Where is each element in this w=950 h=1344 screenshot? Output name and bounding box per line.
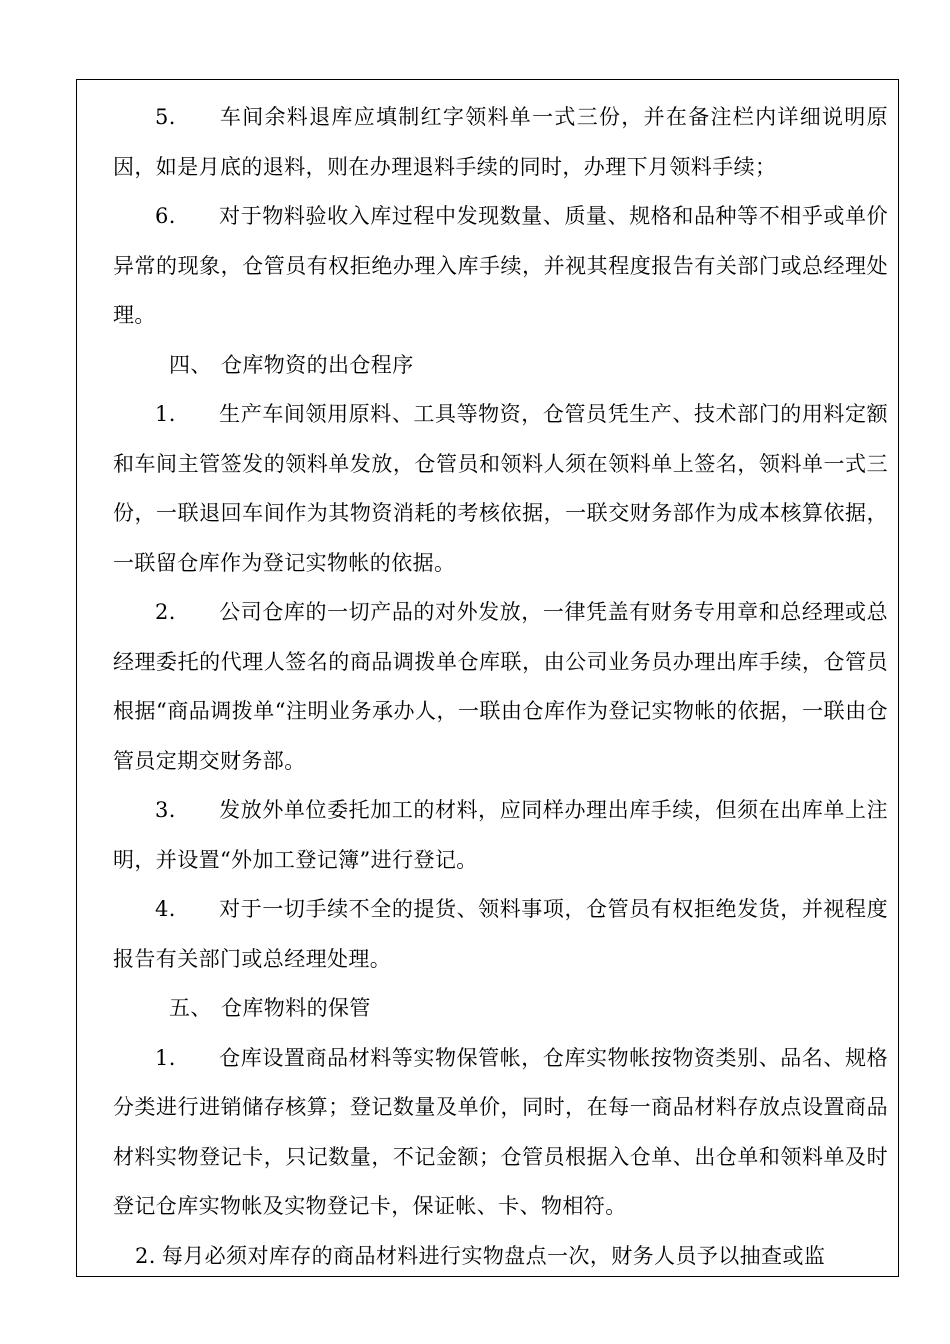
document-body xyxy=(113,93,888,1277)
item-number: 4. xyxy=(155,897,176,921)
item-number: 2. xyxy=(155,600,176,624)
outbound-item-1-paragraph xyxy=(113,390,888,588)
outbound-item-3-paragraph xyxy=(113,786,888,885)
section-heading-5 xyxy=(113,984,888,1034)
item-text: 对于一切手续不全的提货、领料事项，仓管员有权拒绝发货，并视程度报告有关部门或总经理处理。 xyxy=(113,897,888,971)
item-text: 仓库设置商品材料等实物保管帐，仓库实物帐按物资类别、品名、规格分类进行进销储存核算；登记数量及单价，同时，在每一商品材料存放点设置商品材料实物登记卡，只记数量，不记金额；仓管员根据入仓单、出仓单和领料单及时登记仓库实物帐及实物登记卡，保证帐、卡、物相符。 xyxy=(113,1045,888,1218)
item-text: 每月必须对库存的商品材料进行实物盘点一次，财务人员予以抽查或监 xyxy=(161,1243,826,1268)
item-number: 6. xyxy=(155,204,176,228)
item-number: 3. xyxy=(155,798,176,822)
item-number: 1. xyxy=(155,1045,176,1070)
item-text: 生产车间领用原料、工具等物资，仓管员凭生产、技术部门的用料定额和车间主管签发的领料单发放，仓管员和领料人须在领料单上签名，领料单一式三份，一联退回车间作为其物资消耗的考核依据，一联交财务部作为成本核算依据，一联留仓库作为登记实物帐的依据。 xyxy=(113,402,888,575)
item-text: 公司仓库的一切产品的对外发放，一律凭盖有财务专用章和总经理或总经理委托的代理人签名的商品调拨单仓库联，由公司业务员办理出库手续，仓管员根据“商品调拨单“注明业务承办人，一联由仓库作为登记实物帐的依据，一联由仓管员定期交财务部。 xyxy=(113,600,888,773)
section-number: 五、 xyxy=(169,996,212,1020)
outbound-item-4-paragraph xyxy=(113,885,888,984)
item-number: 1. xyxy=(155,402,176,426)
section-title: 仓库物料的保管 xyxy=(221,996,371,1020)
section-heading-4 xyxy=(113,341,888,391)
document-frame xyxy=(76,79,899,1277)
item-text: 发放外单位委托加工的材料，应同样办理出库手续，但须在出库单上注明，并设置“外加工登记簿”进行登记。 xyxy=(113,798,888,872)
item-5-paragraph xyxy=(113,93,888,192)
section-title: 仓库物资的出仓程序 xyxy=(221,352,414,377)
item-text: 车间余料退库应填制红字领料单一式三份，并在备注栏内详细说明原因，如是月底的退料，则在办理退料手续的同时，办理下月领料手续； xyxy=(113,105,888,179)
outbound-item-2-paragraph xyxy=(113,588,888,786)
item-text: 对于物料验收入库过程中发现数量、质量、规格和品种等不相乎或单价异常的现象，仓管员有权拒绝办理入库手续，并视其程度报告有关部门或总经理处理。 xyxy=(113,204,888,327)
item-number: 5. xyxy=(155,105,176,129)
storage-item-2-paragraph xyxy=(113,1232,888,1278)
section-number: 四、 xyxy=(169,352,212,377)
item-6-paragraph xyxy=(113,192,888,341)
storage-item-1-paragraph xyxy=(113,1034,888,1232)
item-number: 2. xyxy=(135,1243,156,1268)
